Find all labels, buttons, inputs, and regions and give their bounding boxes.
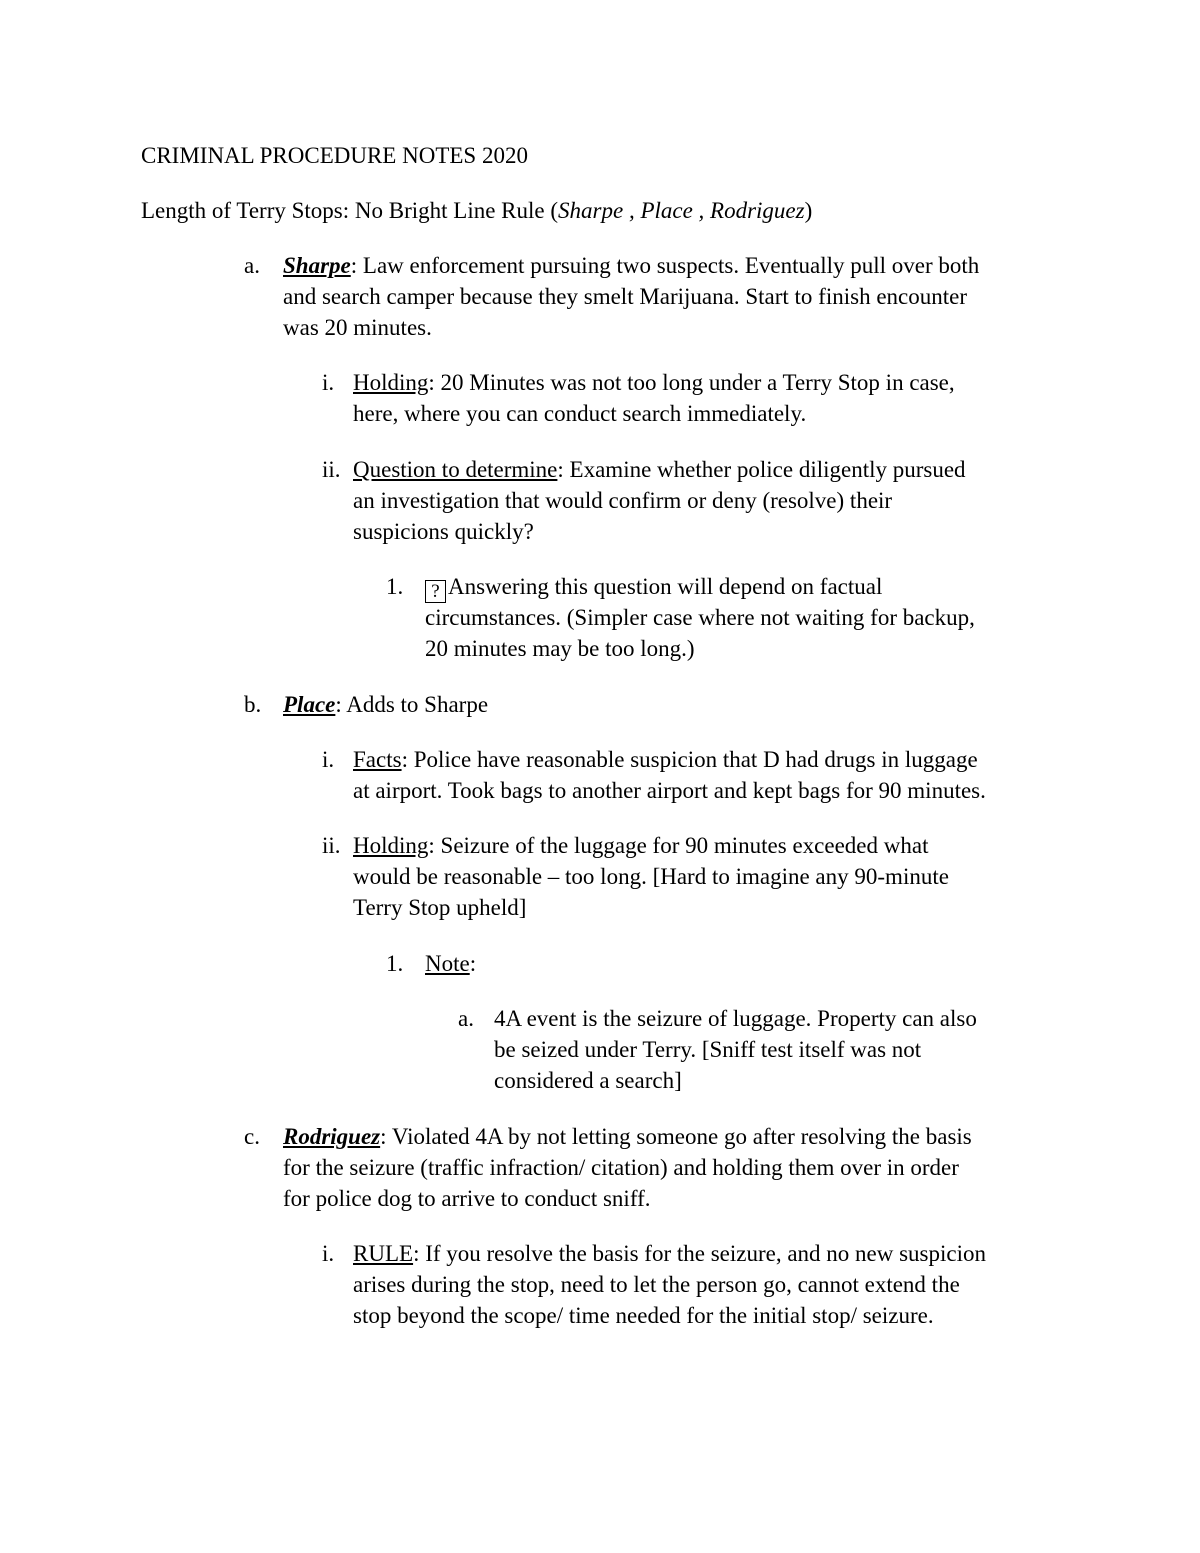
heading-text: Length of Terry Stops: No Bright Line Rule (	[141, 198, 559, 223]
sharpe-line-3: was 20 minutes.	[283, 315, 432, 340]
rodriguez-text-1: : Violated 4A by not letting someone go after resolving the basis	[380, 1124, 972, 1149]
note-a-line-2: be seized under Terry. [Sniff test itself was not	[494, 1037, 922, 1062]
question-line-2: an investigation that would confirm or deny (resolve) their	[353, 488, 893, 513]
answering-line-1	[425, 571, 882, 603]
rule-line-3: stop beyond the scope/ time needed for the initial stop/ seizure.	[353, 1303, 934, 1328]
sharpe-line-2: and search camper because they smelt Marijuana. Start to finish encounter	[283, 284, 967, 309]
rule-text-1: : If you resolve the basis for the seizure, and no new suspicion	[413, 1241, 986, 1266]
heading-cases: Sharpe , Place , Rodriguez	[558, 198, 805, 223]
sharpe-holding-line-2: here, where you can conduct search immediately.	[353, 401, 807, 426]
question-line-3: suspicions quickly?	[353, 519, 534, 544]
case-name-rodriguez: Rodriguez	[283, 1124, 381, 1149]
sharpe-holding-line-1	[353, 367, 955, 398]
term-question: Question to determine	[353, 457, 558, 482]
place-line-1	[283, 689, 488, 720]
question-box-icon: ?	[425, 580, 446, 603]
list-label-c: c.	[244, 1124, 260, 1149]
term-rule: RULE	[353, 1241, 414, 1266]
term-note: Note	[425, 951, 470, 976]
term-holding: Holding	[353, 370, 429, 395]
facts-line-2: at airport. Took bags to another airport and kept bags for 90 minutes.	[353, 778, 986, 803]
list-label-b-ii-1: 1.	[386, 951, 404, 976]
facts-line-1	[353, 744, 978, 775]
answering-text-1: Answering this question will depend on factual	[448, 574, 883, 599]
case-name-place: Place	[283, 692, 336, 717]
document-title: CRIMINAL PROCEDURE NOTES 2020	[141, 143, 528, 168]
list-label-b-ii-1-a: a.	[458, 1006, 474, 1031]
list-label-b-ii: ii.	[322, 833, 341, 858]
question-line-1	[353, 454, 966, 485]
note-a-line-3: considered a search]	[494, 1068, 682, 1093]
note-colon: :	[469, 951, 477, 976]
sharpe-line-1	[283, 250, 979, 281]
list-label-a-ii-1: 1.	[386, 574, 404, 599]
sharpe-text-1: : Law enforcement pursuing two suspects. Eventually pull over both	[350, 253, 980, 278]
answering-line-3: 20 minutes may be too long.)	[425, 636, 695, 661]
note-a-line-1: 4A event is the seizure of luggage. Property can also	[494, 1006, 977, 1031]
list-label-b: b.	[244, 692, 262, 717]
list-label-a-ii: ii.	[322, 457, 341, 482]
rule-line-2: arises during the stop, need to let the person go, cannot extend the	[353, 1272, 960, 1297]
place-holding-line-1	[353, 830, 928, 861]
list-label-a-i: i.	[322, 370, 335, 395]
place-text: : Adds to Sharpe	[335, 692, 489, 717]
list-label-a: a.	[244, 253, 260, 278]
rodriguez-line-1	[283, 1121, 972, 1152]
place-holding-text-1: : Seizure of the luggage for 90 minutes exceeded what	[428, 833, 929, 858]
question-text-1: : Examine whether police diligently pursued	[557, 457, 966, 482]
place-holding-line-3: Terry Stop upheld]	[353, 895, 527, 920]
term-facts: Facts	[353, 747, 402, 772]
heading-close: )	[804, 198, 813, 223]
term-holding: Holding	[353, 833, 429, 858]
note-line	[425, 948, 476, 979]
sharpe-holding-text-1: : 20 Minutes was not too long under a Terry Stop in case,	[428, 370, 955, 395]
answering-line-2: circumstances. (Simpler case where not waiting for backup,	[425, 605, 975, 630]
place-holding-line-2: would be reasonable – too long. [Hard to imagine any 90-minute	[353, 864, 949, 889]
rodriguez-line-2: for the seizure (traffic infraction/ citation) and holding them over in order	[283, 1155, 959, 1180]
rodriguez-line-3: for police dog to arrive to conduct sniff.	[283, 1186, 651, 1211]
facts-text-1: : Police have reasonable suspicion that D had drugs in luggage	[401, 747, 978, 772]
list-label-b-i: i.	[322, 747, 335, 772]
case-name-sharpe: Sharpe	[283, 253, 351, 278]
section-heading	[141, 195, 812, 226]
list-label-c-i: i.	[322, 1241, 335, 1266]
rule-line-1	[353, 1238, 986, 1269]
